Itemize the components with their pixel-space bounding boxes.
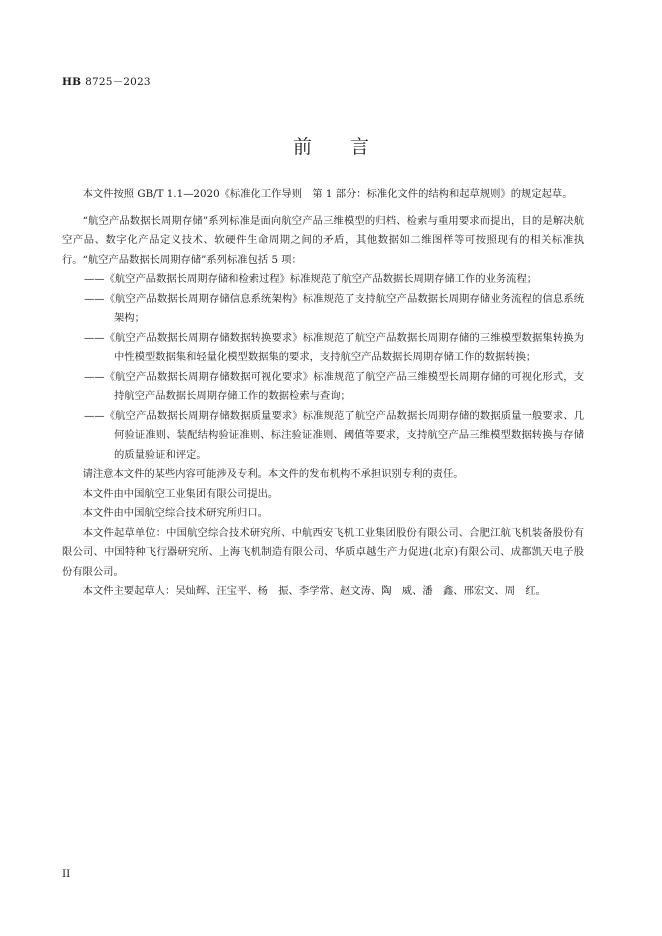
standard-code: HB xyxy=(62,76,82,88)
list-item: ——《航空产品数据长周期存储数据转换要求》标准规范了航空产品数据长周期存储的三维模型数据集转换为中性模型数据集和轻量化模型数据集的要求，支持航空产品数据长周期存储工作的数据转换； xyxy=(84,331,584,363)
foreword-body xyxy=(62,185,584,602)
standard-code-header xyxy=(62,74,151,89)
paragraph-centralized-unit: 本文件由中国航空综合技术研究所归口。 xyxy=(82,507,268,519)
paragraph-series-intro: “航空产品数据长周期存储”系列标准是面向航空产品三维模型的归档、检索与重用要求而提出，目的是解决航空产品、数字化产品定义技术、软硬件生命周期之间的矛盾，其他数据如二维图样等可按照现有的相关标准执行。“航空产品数据长周期存储”系列标准包括 5 项： xyxy=(62,214,584,266)
page-number: II xyxy=(62,868,71,880)
paragraph-drafters: 本文件主要起草人：吴灿辉、汪宝平、杨 振、李学常、赵文涛、陶 威、潘 鑫、邢宏文、周 红。 xyxy=(82,585,546,597)
paragraph-drafting-basis: 本文件按照 GB/T 1.1—2020《标准化工作导则 第 1 部分：标准化文件的结构和起草规则》的规定起草。 xyxy=(82,188,573,200)
standard-number: 8725－2023 xyxy=(85,76,151,88)
list-item: ——《航空产品数据长周期存储信息系统架构》标准规范了支持航空产品数据长周期存储业务流程的信息系统架构； xyxy=(84,292,584,324)
paragraph-drafting-units: 本文件起草单位：中国航空综合技术研究所、中航西安飞机工业集团股份有限公司、合肥江航飞机装备股份有限公司、中国特种飞行器研究所、上海飞机制造有限公司、华质卓越生产力促进(北京)有限公司、成都凯天电子股份有限公司。 xyxy=(62,526,584,578)
paragraph-proposer: 本文件由中国航空工业集团有限公司提出。 xyxy=(82,487,279,500)
list-item: ——《航空产品数据长周期存储数据可视化要求》标准规范了航空产品三维模型长周期存储的可视化形式，支持航空产品数据长周期存储工作的数据检索与查询； xyxy=(84,370,584,402)
page-title: 前 言 xyxy=(292,136,369,158)
list-item: ——《航空产品数据长周期存储数据质量要求》标准规范了航空产品数据长周期存储的数据质量一般要求、几何验证准则、装配结构验证准则、标注验证准则、阈值等要求，支持航空产品三维模型数据转换与存储的质量验证和评定。 xyxy=(84,409,584,461)
paragraph-patent-notice: 请注意本文件的某些内容可能涉及专利。本文件的发布机构不承担识别专利的责任。 xyxy=(82,468,464,480)
list-item: ——《航空产品数据长周期存储和检索过程》标准规范了航空产品数据长周期存储工作的业务流程； xyxy=(84,273,538,285)
